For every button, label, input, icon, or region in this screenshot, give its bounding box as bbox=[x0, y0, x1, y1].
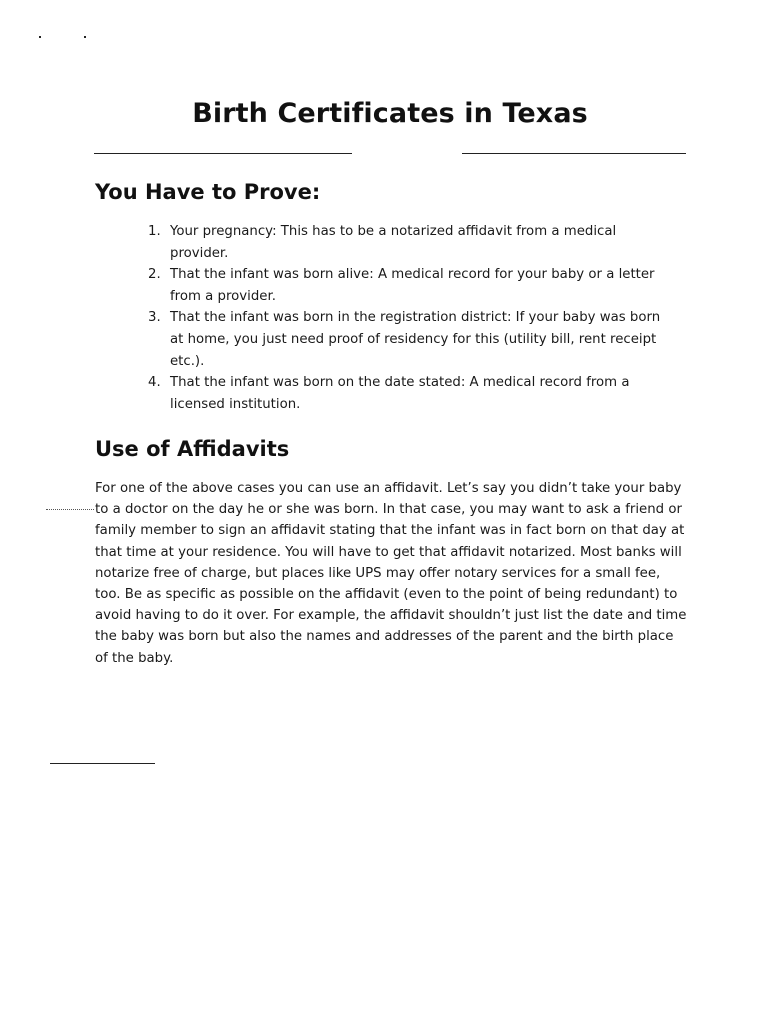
list-item-text: That the infant was born on the date stated: A medical record from a licensed institution. bbox=[170, 375, 630, 412]
affidavits-paragraph: For one of the above cases you can use an affidavit. Let’s say you didn’t take your baby to a doctor on the day he or she was born. In that case, you may want to ask a friend or family member to sign an affidavit stating that the infant was in fact born on that day at that time at your residence. You will have to get that affidavit notarized. Most banks will notarize free of charge, but places like UPS may offer notary services for a small fee, too. Be as specific as possible on the affidavit (even to the point of being redundant) to avoid having to do it over. For example, the affidavit shouldn’t just list the date and time the baby was born but also the names and addresses of the parent and the birth place of the baby. bbox=[95, 481, 687, 666]
list-item-text: That the infant was born alive: A medical record for your baby or a letter from a provider. bbox=[170, 267, 655, 304]
list-item bbox=[148, 221, 670, 264]
list-item bbox=[148, 372, 670, 415]
list-item bbox=[148, 264, 670, 307]
list-item-number: 4. bbox=[148, 375, 161, 391]
rule-scan-gap bbox=[352, 153, 462, 155]
list-item-number: 1. bbox=[148, 224, 161, 239]
list-item-text: That the infant was born in the registration district: If your baby was born at home, you just need proof of residency for this (utility bill, rent receipt etc.). bbox=[170, 310, 661, 369]
list-item-number: 2. bbox=[148, 267, 161, 283]
requirements-list bbox=[148, 221, 670, 415]
scan-artifact-dot bbox=[39, 36, 41, 38]
section-heading-prove: You Have to Prove: bbox=[95, 180, 321, 204]
list-item bbox=[148, 307, 670, 372]
section-heading-affidavits: Use of Affidavits bbox=[95, 437, 290, 461]
scan-artifact-dot bbox=[84, 36, 86, 38]
list-item-text: Your pregnancy: This has to be a notarized affidavit from a medical provider. bbox=[170, 224, 617, 261]
margin-leader-mark bbox=[46, 509, 94, 510]
document-title: Birth Certificates in Texas bbox=[192, 98, 588, 129]
footnote-separator-rule bbox=[50, 763, 155, 764]
list-item-number: 3. bbox=[148, 310, 161, 326]
